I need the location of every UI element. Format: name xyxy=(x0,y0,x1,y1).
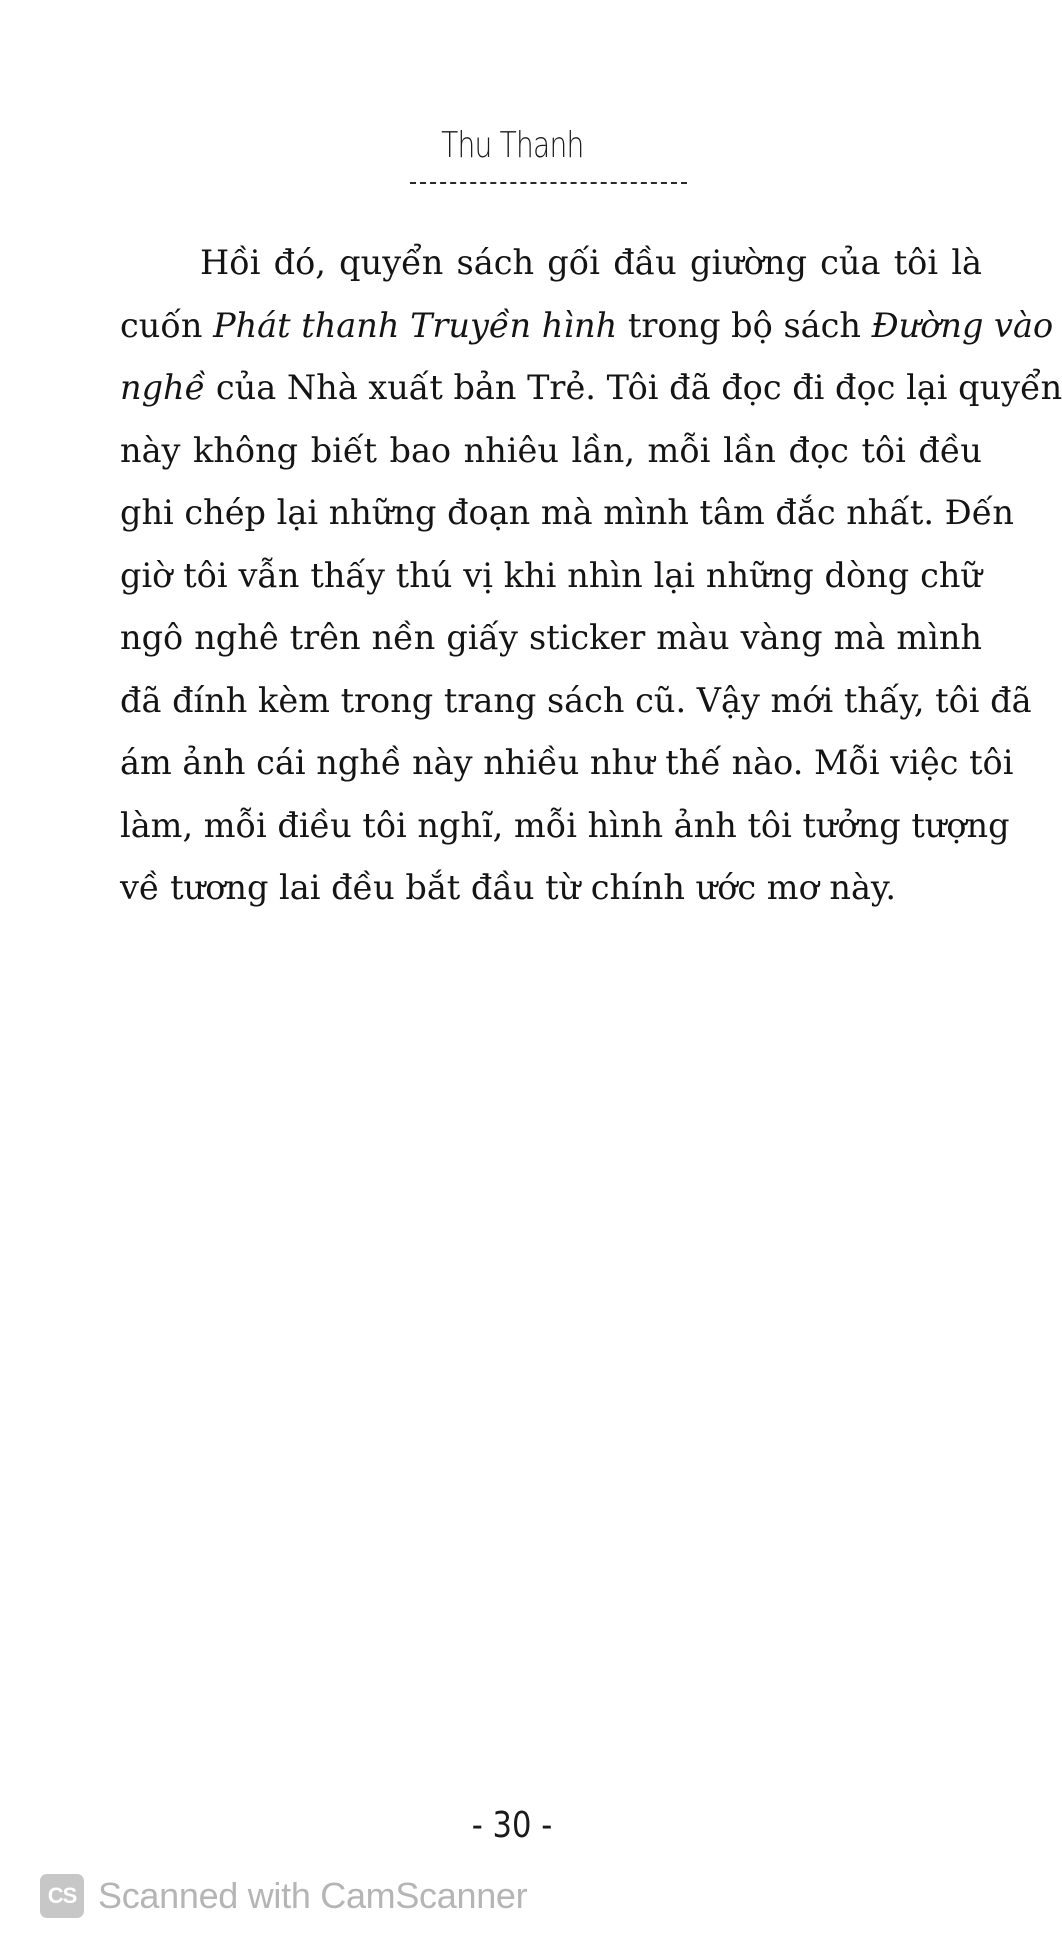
running-header xyxy=(0,125,1024,166)
text-line: Hồi đó, quyển sách gối đầu giường của tôi là xyxy=(200,243,982,282)
italic-title: Phát thanh Truyền hình xyxy=(213,305,618,345)
body-paragraph xyxy=(120,232,1062,920)
camscanner-logo-icon: CS xyxy=(40,1874,84,1918)
text-line: cuốn Phát thanh Truyền hình trong bộ sách Đường vào xyxy=(120,305,1054,345)
text-line: ngô nghê trên nền giấy sticker màu vàng mà mình xyxy=(120,618,982,657)
text-line: này không biết bao nhiêu lần, mỗi lần đọc tôi đều xyxy=(120,430,982,470)
watermark-text: Scanned with CamScanner xyxy=(98,1875,528,1916)
text-line: đã đính kèm trong trang sách cũ. Vậy mới thấy, tôi đã xyxy=(120,680,1032,720)
text-line: về tương lai đều bắt đầu từ chính ước mơ này. xyxy=(120,868,897,907)
author-name: Thu Thanh xyxy=(440,125,584,166)
text-line: ám ảnh cái nghề này nhiều như thế nào. Mỗi việc tôi xyxy=(120,743,1014,782)
italic-title: Đường vào xyxy=(871,305,1054,345)
header-dashed-rule xyxy=(410,182,687,184)
text-line: ghi chép lại những đoạn mà mình tâm đắc nhất. Đến xyxy=(120,493,1014,532)
page-number: - 30 - xyxy=(471,1805,553,1846)
text-line: nghề của Nhà xuất bản Trẻ. Tôi đã đọc đi đọc lại quyển xyxy=(120,368,1062,407)
italic-title: nghề xyxy=(120,368,206,407)
text-line: giờ tôi vẫn thấy thú vị khi nhìn lại những dòng chữ xyxy=(120,555,982,595)
camscanner-watermark xyxy=(40,1872,527,1920)
text-line: làm, mỗi điều tôi nghĩ, mỗi hình ảnh tôi tưởng tượng xyxy=(120,805,1010,845)
